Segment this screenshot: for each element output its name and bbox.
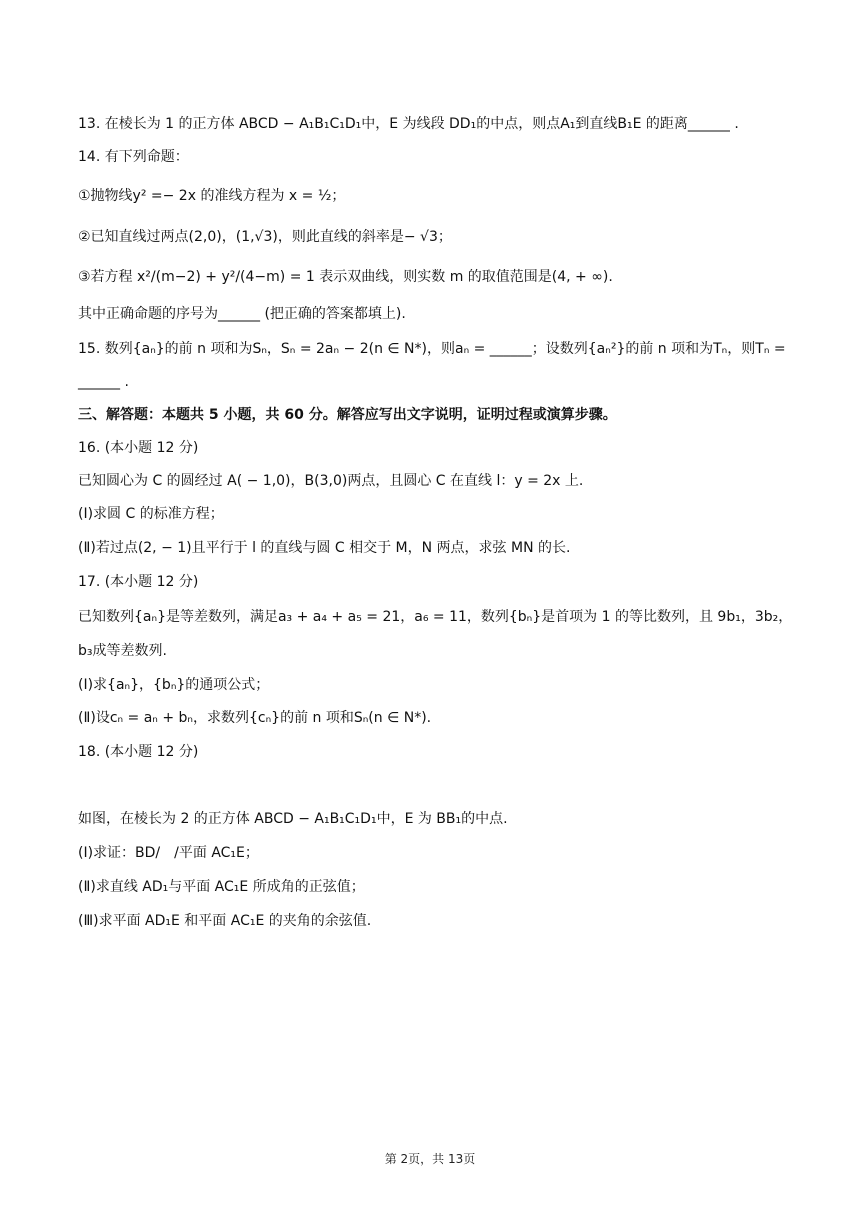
question-18-part-2: (Ⅱ)求直线 AD₁与平面 AC₁E 所成角的正弦值； [78,879,365,895]
question-14-item-1: ①抛物线y² =− 2x 的准线方程为 x = ½； [78,188,346,204]
question-18-part-1: (Ⅰ)求证：BD/ /平面 AC₁E； [78,845,259,861]
page-footer: 第 2页，共 13页 [384,1152,476,1166]
question-16-heading: 16. (本小题 12 分) [78,440,199,456]
question-17-stem-1: 已知数列{aₙ}是等差数列，满足a₃ + a₄ + a₅ = 21，a₆ = 11，数列{bₙ}是首项为 1 的等比数列，且 9b₁，3b₂， [78,609,793,625]
question-14-item-2: ②已知直线过两点(2,0)，(1,√3)，则此直线的斜率是− √3； [78,229,452,245]
section-3-heading: 三、解答题：本题共 5 小题，共 60 分。解答应写出文字说明，证明过程或演算步骤。 [78,407,617,423]
question-15-line-1: 15. 数列{aₙ}的前 n 项和为Sₙ，Sₙ = 2aₙ − 2(n ∈ N*)，则aₙ = ______；设数列{aₙ²}的前 n 项和为Tₙ，则Tₙ = [78,341,786,357]
question-17-part-1: (Ⅰ)求{aₙ}，{bₙ}的通项公式； [78,677,270,693]
question-18-heading: 18. (本小题 12 分) [78,744,199,760]
question-16-stem: 已知圆心为 C 的圆经过 A( − 1,0)，B(3,0)两点，且圆心 C 在直线 l：y = 2x 上. [78,473,584,489]
question-17-stem-2: b₃成等差数列. [78,643,167,659]
question-18-part-3: (Ⅲ)求平面 AD₁E 和平面 AC₁E 的夹角的余弦值. [78,913,372,929]
question-15-line-2: ______ . [78,374,129,390]
question-17-heading: 17. (本小题 12 分) [78,574,199,590]
question-14-item-3: ③若方程 x²/(m−2) + y²/(4−m) = 1 表示双曲线，则实数 m 的取值范围是(4, + ∞). [78,269,613,285]
question-14-ask: 其中正确命题的序号为______ (把正确的答案都填上). [78,306,406,322]
question-14-intro: 14. 有下列命题： [78,149,189,165]
question-16-part-1: (Ⅰ)求圆 C 的标准方程； [78,506,224,522]
question-18-stem: 如图，在棱长为 2 的正方体 ABCD − A₁B₁C₁D₁中，E 为 BB₁的中点. [78,811,508,827]
question-17-part-2: (Ⅱ)设cₙ = aₙ + bₙ，求数列{cₙ}的前 n 项和Sₙ(n ∈ N*). [78,710,432,726]
question-16-part-2: (Ⅱ)若过点(2, − 1)且平行于 l 的直线与圆 C 相交于 M，N 两点，求弦 MN 的长. [78,540,571,556]
question-13: 13. 在棱长为 1 的正方体 ABCD − A₁B₁C₁D₁中，E 为线段 DD₁的中点，则点A₁到直线B₁E 的距离______ . [78,116,739,132]
